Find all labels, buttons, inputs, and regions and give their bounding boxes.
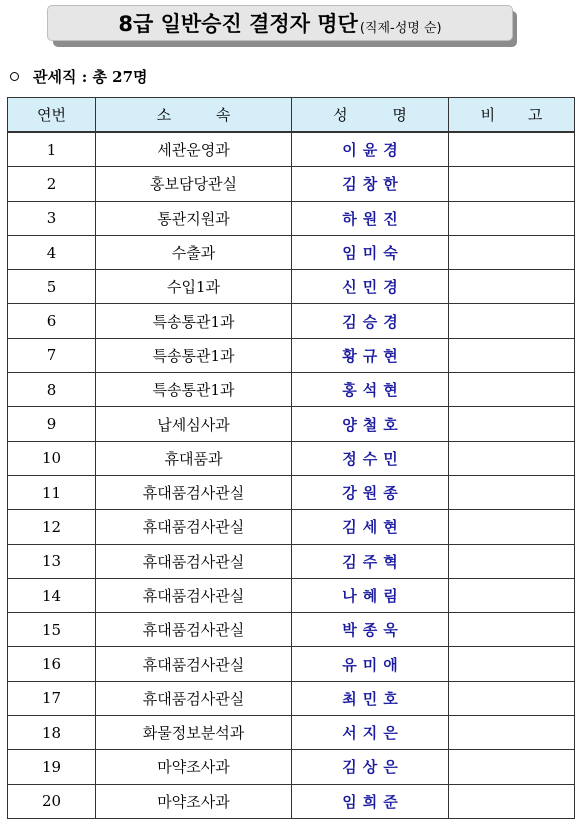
cell-dept: 수출과 [96, 235, 292, 269]
title-box [47, 5, 513, 41]
cell-note [449, 716, 575, 750]
cell-note [449, 270, 575, 304]
cell-name: 김세현 [292, 510, 449, 544]
cell-note [449, 578, 575, 612]
table-row [8, 613, 575, 647]
header-no: 연번 [8, 98, 96, 133]
cell-no: 19 [8, 750, 96, 784]
circle-bullet-icon [10, 72, 19, 81]
cell-note [449, 441, 575, 475]
cell-name: 김상은 [292, 750, 449, 784]
cell-name: 유미애 [292, 647, 449, 681]
cell-name: 신민경 [292, 270, 449, 304]
cell-no: 10 [8, 441, 96, 475]
cell-name: 김주혁 [292, 544, 449, 578]
cell-note [449, 132, 575, 167]
cell-no: 14 [8, 578, 96, 612]
cell-note [449, 647, 575, 681]
cell-name: 임미숙 [292, 235, 449, 269]
cell-name: 양철호 [292, 407, 449, 441]
header-name: 성 명 [292, 98, 449, 133]
table-row [8, 750, 575, 784]
table-row [8, 235, 575, 269]
cell-name: 이윤경 [292, 132, 449, 167]
header-dept: 소 속 [96, 98, 292, 133]
cell-no: 18 [8, 716, 96, 750]
cell-dept: 수입1과 [96, 270, 292, 304]
cell-no: 3 [8, 201, 96, 235]
cell-note [449, 750, 575, 784]
table-row [8, 270, 575, 304]
cell-dept: 홍보담당관실 [96, 167, 292, 201]
page-title: 8급 일반승진 결정자 명단 [118, 12, 358, 36]
cell-name: 임희준 [292, 784, 449, 818]
cell-no: 6 [8, 304, 96, 338]
cell-name: 김창한 [292, 167, 449, 201]
cell-dept: 납세심사과 [96, 407, 292, 441]
cell-no: 13 [8, 544, 96, 578]
cell-note [449, 373, 575, 407]
cell-no: 15 [8, 613, 96, 647]
cell-dept: 특송통관1과 [96, 373, 292, 407]
cell-name: 홍석현 [292, 373, 449, 407]
table-row [8, 544, 575, 578]
cell-dept: 휴대품검사관실 [96, 475, 292, 509]
page-subtitle: (직제-성명 순) [359, 20, 442, 36]
table-row [8, 338, 575, 372]
cell-no: 5 [8, 270, 96, 304]
cell-name: 황규현 [292, 338, 449, 372]
cell-no: 4 [8, 235, 96, 269]
promotion-table [7, 97, 575, 819]
cell-name: 김승경 [292, 304, 449, 338]
cell-name: 정수민 [292, 441, 449, 475]
cell-dept: 특송통관1과 [96, 338, 292, 372]
table-row [8, 681, 575, 715]
cell-no: 1 [8, 132, 96, 167]
cell-no: 12 [8, 510, 96, 544]
table-row [8, 167, 575, 201]
cell-dept: 휴대품검사관실 [96, 578, 292, 612]
table-row [8, 201, 575, 235]
cell-note [449, 681, 575, 715]
cell-dept: 휴대품과 [96, 441, 292, 475]
table-row [8, 304, 575, 338]
cell-dept: 통관지원과 [96, 201, 292, 235]
cell-no: 9 [8, 407, 96, 441]
cell-dept: 화물정보분석과 [96, 716, 292, 750]
cell-dept: 휴대품검사관실 [96, 510, 292, 544]
table-row [8, 510, 575, 544]
cell-name: 나혜림 [292, 578, 449, 612]
cell-no: 7 [8, 338, 96, 372]
cell-dept: 휴대품검사관실 [96, 681, 292, 715]
cell-dept: 마약조사과 [96, 750, 292, 784]
cell-name: 강원종 [292, 475, 449, 509]
title-banner [47, 5, 517, 43]
cell-note [449, 544, 575, 578]
table-row [8, 578, 575, 612]
section-heading [10, 66, 148, 87]
cell-note [449, 167, 575, 201]
cell-no: 11 [8, 475, 96, 509]
table-header-row [8, 98, 575, 133]
cell-no: 2 [8, 167, 96, 201]
cell-name: 최민호 [292, 681, 449, 715]
header-note: 비 고 [449, 98, 575, 133]
cell-note [449, 201, 575, 235]
cell-name: 박종욱 [292, 613, 449, 647]
cell-dept: 특송통관1과 [96, 304, 292, 338]
cell-note [449, 784, 575, 818]
section-label: 관세직 : 총 27명 [33, 68, 148, 86]
cell-dept: 마약조사과 [96, 784, 292, 818]
table-row [8, 475, 575, 509]
cell-note [449, 613, 575, 647]
cell-no: 16 [8, 647, 96, 681]
table-row [8, 132, 575, 167]
table-row [8, 784, 575, 818]
cell-note [449, 235, 575, 269]
cell-dept: 세관운영과 [96, 132, 292, 167]
table-row [8, 716, 575, 750]
cell-no: 20 [8, 784, 96, 818]
cell-note [449, 304, 575, 338]
table-row [8, 373, 575, 407]
cell-dept: 휴대품검사관실 [96, 647, 292, 681]
cell-dept: 휴대품검사관실 [96, 544, 292, 578]
cell-no: 8 [8, 373, 96, 407]
cell-name: 서지은 [292, 716, 449, 750]
table-row [8, 407, 575, 441]
cell-dept: 휴대품검사관실 [96, 613, 292, 647]
table-row [8, 441, 575, 475]
cell-no: 17 [8, 681, 96, 715]
cell-note [449, 407, 575, 441]
cell-name: 하원진 [292, 201, 449, 235]
cell-note [449, 475, 575, 509]
cell-note [449, 338, 575, 372]
table-row [8, 647, 575, 681]
cell-note [449, 510, 575, 544]
